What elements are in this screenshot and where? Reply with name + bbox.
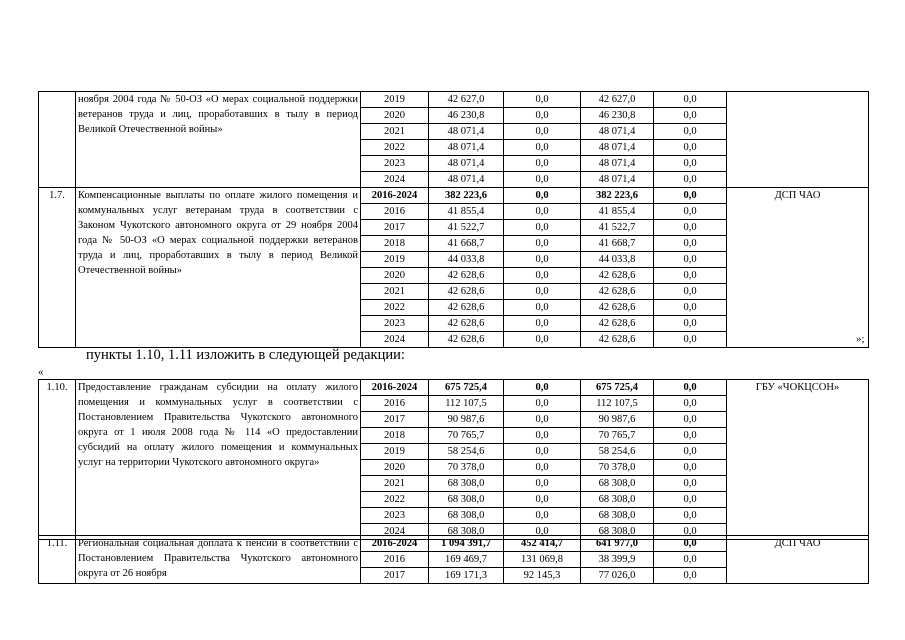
table-row [39, 536, 869, 552]
regional-funding-cell: 68 308,0 [581, 508, 654, 524]
regional-funding-cell: 70 378,0 [581, 460, 654, 476]
year-cell: 2019 [361, 444, 429, 460]
item-number: 1.11. [39, 536, 76, 584]
year-cell: 2016-2024 [361, 188, 429, 204]
program-table-part1 [38, 91, 869, 348]
federal-funding-cell: 0,0 [504, 284, 581, 300]
total-funding-cell: 70 765,7 [429, 428, 504, 444]
regional-funding-cell: 77 026,0 [581, 568, 654, 584]
regional-funding-cell: 44 033,8 [581, 252, 654, 268]
regional-funding-cell: 112 107,5 [581, 396, 654, 412]
other-funding-cell: 0,0 [654, 172, 727, 188]
total-funding-cell: 382 223,6 [429, 188, 504, 204]
year-cell: 2017 [361, 568, 429, 584]
total-funding-cell: 41 522,7 [429, 220, 504, 236]
other-funding-cell: 0,0 [654, 524, 727, 540]
federal-funding-cell: 92 145,3 [504, 568, 581, 584]
item-number: 1.7. [39, 188, 76, 348]
other-funding-cell: 0,0 [654, 316, 727, 332]
other-funding-cell: 0,0 [654, 92, 727, 108]
total-funding-cell: 48 071,4 [429, 140, 504, 156]
table1-row-1-7 [39, 188, 869, 348]
year-cell: 2021 [361, 476, 429, 492]
other-funding-cell: 0,0 [654, 332, 727, 348]
year-cell: 2016 [361, 552, 429, 568]
year-cell: 2021 [361, 284, 429, 300]
other-funding-cell: 0,0 [654, 156, 727, 172]
federal-funding-cell: 0,0 [504, 124, 581, 140]
total-funding-cell: 41 855,4 [429, 204, 504, 220]
other-funding-cell: 0,0 [654, 380, 727, 396]
total-funding-cell: 68 308,0 [429, 508, 504, 524]
regional-funding-cell: 42 628,6 [581, 284, 654, 300]
table2-row-1-10 [39, 380, 869, 540]
other-funding-cell: 0,0 [654, 204, 727, 220]
total-funding-cell: 68 308,0 [429, 492, 504, 508]
other-funding-cell: 0,0 [654, 300, 727, 316]
executor: ДСП ЧАО [727, 536, 869, 584]
year-cell: 2018 [361, 428, 429, 444]
total-funding-cell: 46 230,8 [429, 108, 504, 124]
regional-funding-cell: 41 522,7 [581, 220, 654, 236]
year-cell: 2020 [361, 268, 429, 284]
total-funding-cell: 44 033,8 [429, 252, 504, 268]
year-cell: 2024 [361, 332, 429, 348]
federal-funding-cell: 0,0 [504, 428, 581, 444]
year-cell: 2016 [361, 204, 429, 220]
total-funding-cell: 42 628,6 [429, 300, 504, 316]
other-funding-cell: 0,0 [654, 444, 727, 460]
regional-funding-cell: 70 765,7 [581, 428, 654, 444]
regional-funding-cell: 58 254,6 [581, 444, 654, 460]
year-cell: 2020 [361, 460, 429, 476]
total-funding-cell: 48 071,4 [429, 172, 504, 188]
regional-funding-cell: 90 987,6 [581, 412, 654, 428]
opening-quote: « [38, 366, 44, 378]
federal-funding-cell: 0,0 [504, 108, 581, 124]
other-funding-cell: 0,0 [654, 236, 727, 252]
year-cell: 2019 [361, 92, 429, 108]
total-funding-cell: 48 071,4 [429, 124, 504, 140]
total-funding-cell: 48 071,4 [429, 156, 504, 172]
total-funding-cell: 90 987,6 [429, 412, 504, 428]
year-cell: 2021 [361, 124, 429, 140]
federal-funding-cell: 0,0 [504, 380, 581, 396]
total-funding-cell: 42 628,6 [429, 268, 504, 284]
federal-funding-cell: 0,0 [504, 92, 581, 108]
regional-funding-cell: 38 399,9 [581, 552, 654, 568]
regional-funding-cell: 41 668,7 [581, 236, 654, 252]
other-funding-cell: 0,0 [654, 220, 727, 236]
table2-row-1-11 [39, 536, 869, 584]
federal-funding-cell: 0,0 [504, 508, 581, 524]
federal-funding-cell: 0,0 [504, 396, 581, 412]
total-funding-cell: 42 628,6 [429, 316, 504, 332]
regional-funding-cell: 675 725,4 [581, 380, 654, 396]
federal-funding-cell: 0,0 [504, 524, 581, 540]
year-cell: 2019 [361, 252, 429, 268]
federal-funding-cell: 0,0 [504, 204, 581, 220]
other-funding-cell: 0,0 [654, 284, 727, 300]
total-funding-cell: 68 308,0 [429, 476, 504, 492]
federal-funding-cell: 0,0 [504, 316, 581, 332]
federal-funding-cell: 0,0 [504, 492, 581, 508]
other-funding-cell: 0,0 [654, 492, 727, 508]
regional-funding-cell: 68 308,0 [581, 476, 654, 492]
other-funding-cell: 0,0 [654, 536, 727, 552]
other-funding-cell: 0,0 [654, 460, 727, 476]
other-funding-cell: 0,0 [654, 476, 727, 492]
year-cell: 2023 [361, 156, 429, 172]
total-funding-cell: 42 627,0 [429, 92, 504, 108]
year-cell: 2023 [361, 316, 429, 332]
federal-funding-cell: 0,0 [504, 460, 581, 476]
amendment-paragraph: пункты 1.10, 1.11 изложить в следующей редакции: [86, 347, 405, 363]
table-row [39, 92, 869, 108]
federal-funding-cell: 0,0 [504, 300, 581, 316]
other-funding-cell: 0,0 [654, 140, 727, 156]
year-cell: 2024 [361, 524, 429, 540]
year-cell: 2016-2024 [361, 380, 429, 396]
total-funding-cell: 70 378,0 [429, 460, 504, 476]
regional-funding-cell: 42 628,6 [581, 316, 654, 332]
regional-funding-cell: 42 628,6 [581, 300, 654, 316]
federal-funding-cell: 0,0 [504, 268, 581, 284]
regional-funding-cell: 42 627,0 [581, 92, 654, 108]
total-funding-cell: 675 725,4 [429, 380, 504, 396]
table-row [39, 188, 869, 204]
regional-funding-cell: 42 628,6 [581, 332, 654, 348]
federal-funding-cell: 452 414,7 [504, 536, 581, 552]
table-row [39, 380, 869, 396]
item-number: 1.10. [39, 380, 76, 540]
other-funding-cell: 0,0 [654, 252, 727, 268]
regional-funding-cell: 641 977,0 [581, 536, 654, 552]
federal-funding-cell: 0,0 [504, 444, 581, 460]
year-cell: 2017 [361, 412, 429, 428]
other-funding-cell: 0,0 [654, 188, 727, 204]
regional-funding-cell: 48 071,4 [581, 156, 654, 172]
year-cell: 2022 [361, 300, 429, 316]
other-funding-cell: 0,0 [654, 412, 727, 428]
item-description: Предоставление гражданам субсидии на оплату жилого помещения и коммунальных услуг в соответствии с Постановлением Правительства Чукотского автономного округа от 1 июля 2008 года № 114 «О предоставлении субсидий на оплату жилого помещения и коммунальных услуг на территории Чукотского автономного округа» [76, 380, 361, 540]
other-funding-cell: 0,0 [654, 508, 727, 524]
item-description: ноября 2004 года № 50-ОЗ «О мерах социальной поддержки ветеранов труда и лиц, проработавших в тылу в период Великой Отечественной войны» [76, 92, 361, 188]
federal-funding-cell: 0,0 [504, 220, 581, 236]
total-funding-cell: 68 308,0 [429, 524, 504, 540]
executor: ДСП ЧАО [727, 188, 869, 348]
year-cell: 2022 [361, 140, 429, 156]
federal-funding-cell: 0,0 [504, 252, 581, 268]
federal-funding-cell: 0,0 [504, 476, 581, 492]
regional-funding-cell: 46 230,8 [581, 108, 654, 124]
regional-funding-cell: 382 223,6 [581, 188, 654, 204]
federal-funding-cell: 0,0 [504, 140, 581, 156]
other-funding-cell: 0,0 [654, 108, 727, 124]
federal-funding-cell: 131 069,8 [504, 552, 581, 568]
regional-funding-cell: 68 308,0 [581, 524, 654, 540]
year-cell: 2016-2024 [361, 536, 429, 552]
year-cell: 2016 [361, 396, 429, 412]
year-cell: 2024 [361, 172, 429, 188]
program-table-part2 [38, 379, 869, 540]
program-table-part3 [38, 535, 869, 584]
federal-funding-cell: 0,0 [504, 332, 581, 348]
regional-funding-cell: 42 628,6 [581, 268, 654, 284]
regional-funding-cell: 68 308,0 [581, 492, 654, 508]
item-description: Региональная социальная доплата к пенсии в соответствии с Постановлением Правительства Чукотского автономного округа от 26 ноября [76, 536, 361, 584]
total-funding-cell: 169 469,7 [429, 552, 504, 568]
item-description: Компенсационные выплаты по оплате жилого помещения и коммунальных услуг ветеранам труда в соответствии с Законом Чукотского автономного округа от 29 ноября 2004 года № 50-ОЗ «О мерах социальной поддержки ветеранов труда и лиц, проработавших в тылу в период Великой Отечественной войны» [76, 188, 361, 348]
other-funding-cell: 0,0 [654, 396, 727, 412]
year-cell: 2018 [361, 236, 429, 252]
year-cell: 2023 [361, 508, 429, 524]
federal-funding-cell: 0,0 [504, 412, 581, 428]
item-number [39, 92, 76, 188]
total-funding-cell: 112 107,5 [429, 396, 504, 412]
total-funding-cell: 169 171,3 [429, 568, 504, 584]
total-funding-cell: 42 628,6 [429, 332, 504, 348]
total-funding-cell: 58 254,6 [429, 444, 504, 460]
table1-rows-a [39, 92, 869, 188]
year-cell: 2020 [361, 108, 429, 124]
federal-funding-cell: 0,0 [504, 236, 581, 252]
other-funding-cell: 0,0 [654, 552, 727, 568]
regional-funding-cell: 41 855,4 [581, 204, 654, 220]
total-funding-cell: 42 628,6 [429, 284, 504, 300]
federal-funding-cell: 0,0 [504, 172, 581, 188]
federal-funding-cell: 0,0 [504, 156, 581, 172]
executor: ГБУ «ЧОКЦСОН» [727, 380, 869, 540]
regional-funding-cell: 48 071,4 [581, 140, 654, 156]
regional-funding-cell: 48 071,4 [581, 172, 654, 188]
other-funding-cell: 0,0 [654, 568, 727, 584]
total-funding-cell: 41 668,7 [429, 236, 504, 252]
total-funding-cell: 1 094 391,7 [429, 536, 504, 552]
year-cell: 2022 [361, 492, 429, 508]
other-funding-cell: 0,0 [654, 268, 727, 284]
other-funding-cell: 0,0 [654, 428, 727, 444]
other-funding-cell: 0,0 [654, 124, 727, 140]
federal-funding-cell: 0,0 [504, 188, 581, 204]
closing-quote: »; [856, 333, 865, 345]
executor [727, 92, 869, 188]
year-cell: 2017 [361, 220, 429, 236]
regional-funding-cell: 48 071,4 [581, 124, 654, 140]
